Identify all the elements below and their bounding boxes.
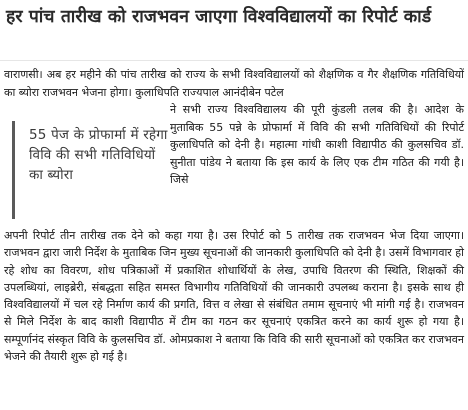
headline-divider — [0, 60, 468, 61]
body-paragraph: अपनी रिपोर्ट तीन तारीख तक देने को कहा गया है। उस रिपोर्ट को 5 तारीख तक राजभवन भेज दिया जाएगा। राजभवन द्वारा जारी निर्देश के मुताबिक जिन मुख्य सूचनाओं की जानकारी कुलाधिपति को देनी है। उसमें विभागवार हो रहे शोध का विवरण, शोध पत्रिकाओं में प्रकाशित शोधार्थियों के लेख, उपाधि वितरण की स्थिति, शिक्षकों की उपलब्धियां, लाइब्रेरी, संबद्धता सहित समस्त विभागीय गतिविधियों की जानकारी उपलब्ध कराना है। इसके साथ ही विश्वविद्यालयों में चल रहे निर्माण कार्य की प्रगति, वित्त व लेखा से संबंधित तमाम सूचनाएं भी मांगी गई है। राजभवन से मिले निर्देश के बाद काशी विद्यापीठ में टीम का गठन कर सूचनाएं एकत्रित करने का कार्य शुरू हो गया है। सम्पूर्णानंद संस्कृत विवि के कुलसचिव डॉ. ओमप्रकाश ने बताया कि विवि की सारी सूचनाओं को एकत्रित कर राजभवन भेजने की तैयारी शुरू हो गई है। — [4, 229, 464, 364]
column-paragraph: ने सभी राज्य विश्वविद्यालय की पूरी कुंडली तलब की है। आदेश के मुताबिक 55 पन्ने के प्रोफार्मा में विवि की सभी गतिविधियों की रिपोर्ट कुलाधिपति को देनी है। महात्मा गांधी काशी विद्यापीठ की कुलसचिव डॉ. सुनीता पांडेय ने बताया कि इस कार्य के लिए एक टीम गठित की गयी है। जिसे — [170, 103, 464, 186]
headline: हर पांच तारीख को राजभवन जाएगा विश्वविद्यालयों का रिपोर्ट कार्ड — [6, 7, 432, 27]
pull-quote-text: 55 पेज के प्रोफार्मा में रहेगा विवि की सभी गतिविधियों का ब्योरा — [29, 127, 168, 183]
lead-paragraph: वाराणसी। अब हर महीने की पांच तारीख को राज्य के सभी विश्वविद्यालयों को शैक्षणिक व गैर शैक्षणिक गतिविधियों का ब्योरा राजभवन भेजना होगा। कुलाधिपति राज्यपाल आनंदीबेन पटेल — [4, 68, 464, 99]
pull-quote — [12, 121, 168, 219]
